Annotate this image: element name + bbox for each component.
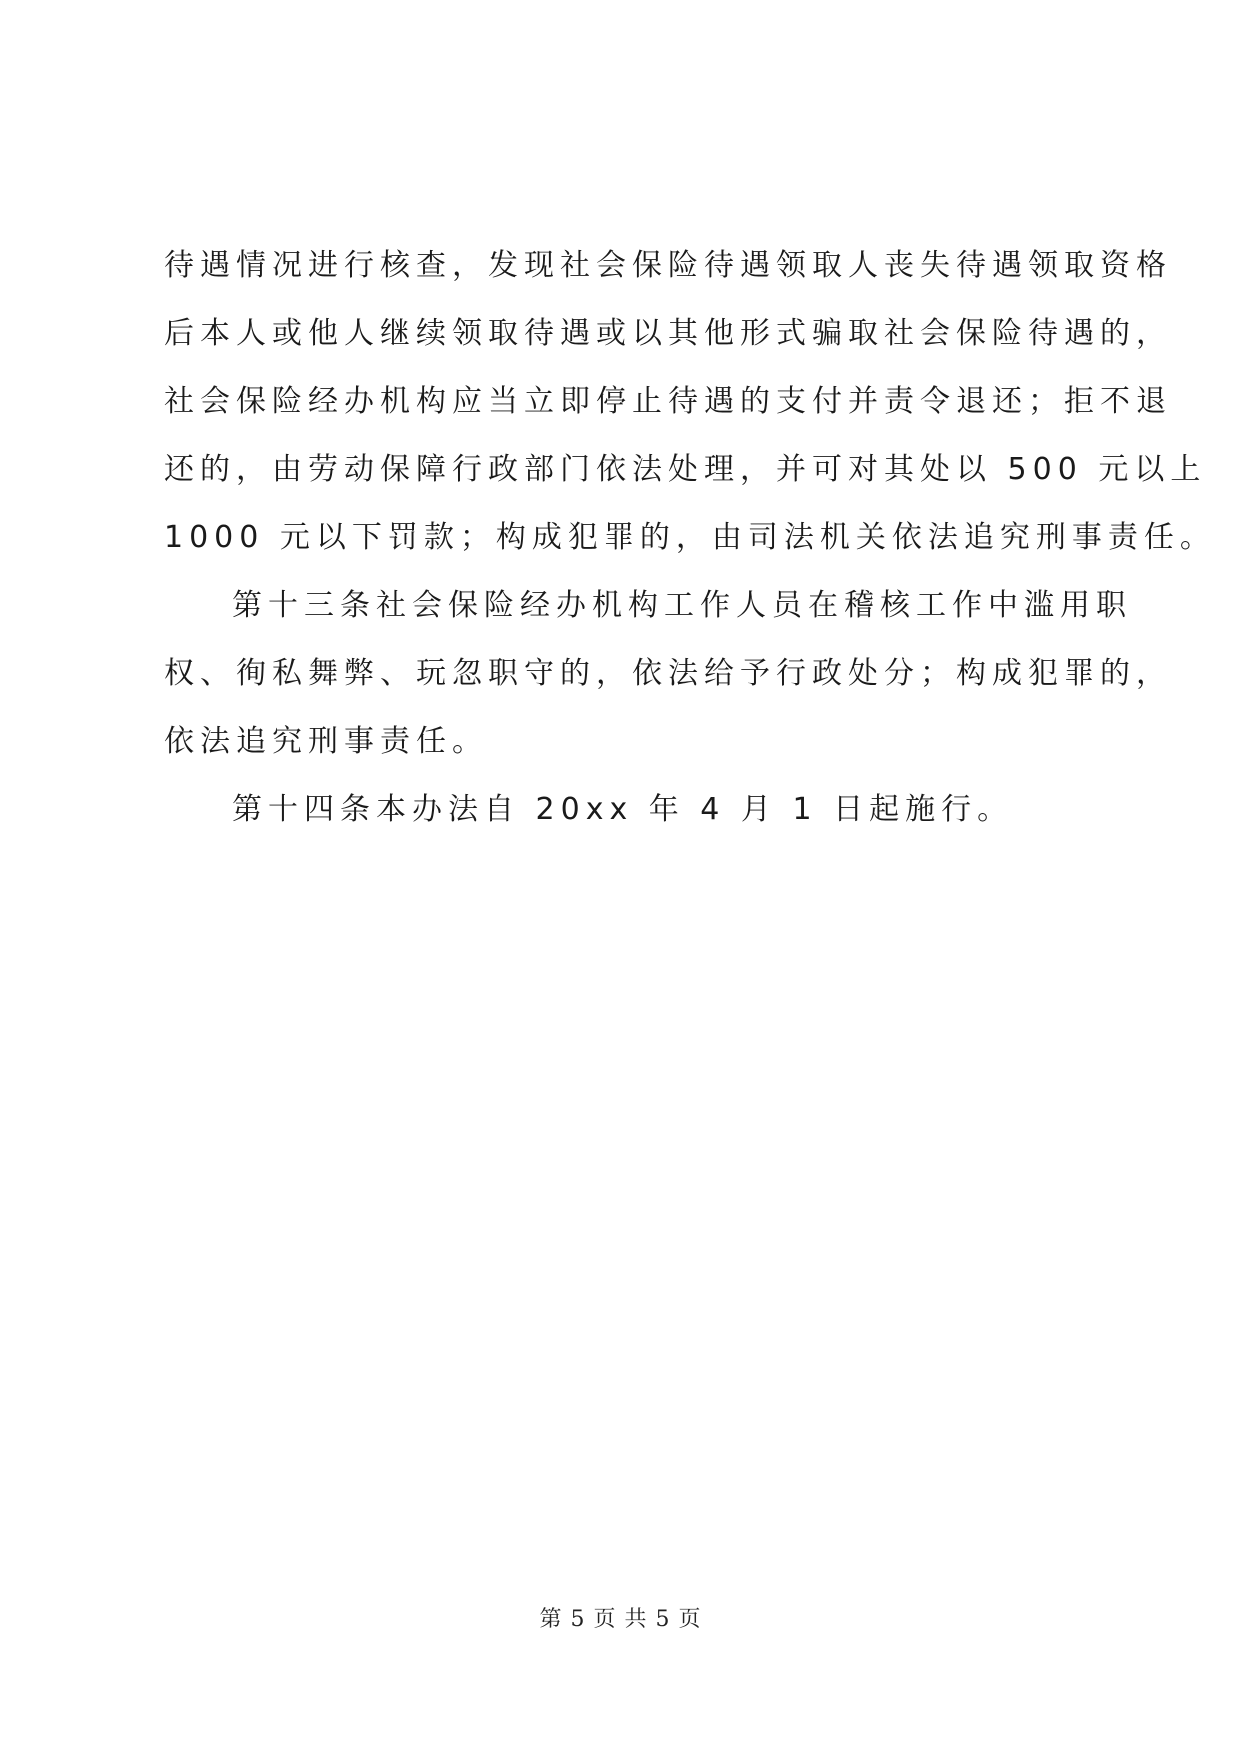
text-line: 依法追究刑事责任。 (164, 724, 488, 759)
text-line: 1000 元以下罚款；构成犯罪的，由司法机关依法追究刑事责任。 (164, 520, 1216, 555)
text-line: 社会保险经办机构应当立即停止待遇的支付并责令退还；拒不退 (164, 384, 1172, 419)
page-footer: 第 5 页 共 5 页 (539, 1607, 702, 1632)
article-13-first-line: 第十三条社会保险经办机构工作人员在稽核工作中滥用职 (232, 588, 1132, 623)
text-line: 后本人或他人继续领取待遇或以其他形式骗取社会保险待遇的， (164, 316, 1172, 351)
article-14-line: 第十四条本办法自 20xx 年 4 月 1 日起施行。 (232, 792, 1014, 827)
text-line: 待遇情况进行核查，发现社会保险待遇领取人丧失待遇领取资格 (164, 248, 1172, 283)
document-body (164, 232, 1216, 844)
text-line: 权、徇私舞弊、玩忽职守的，依法给予行政处分；构成犯罪的， (164, 656, 1172, 691)
text-line: 还的，由劳动保障行政部门依法处理，并可对其处以 500 元以上 (164, 452, 1207, 487)
